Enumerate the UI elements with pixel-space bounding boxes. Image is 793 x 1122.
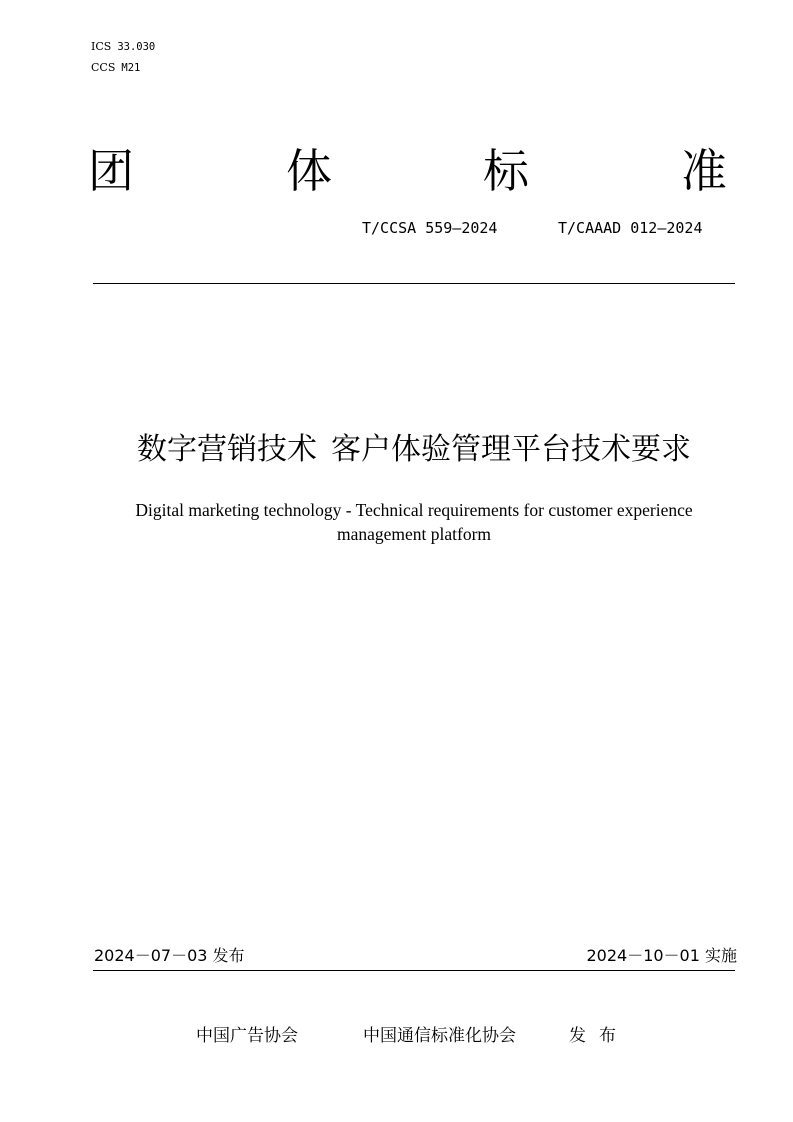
standard-type-char: 团	[88, 144, 134, 198]
document-title-cn	[0, 430, 793, 470]
standard-type-char: 准	[681, 144, 727, 198]
issue-action: 发布	[569, 1026, 629, 1046]
ics-classification	[91, 40, 155, 54]
ccs-classification	[91, 61, 140, 75]
ccs-code: M21	[121, 62, 141, 74]
issuer-ccsa: 中国通信标准化协会	[363, 1026, 516, 1046]
standard-number-caaad: T/CAAAD 012—2024	[558, 219, 703, 237]
document-title-en: Digital marketing technology - Technical requirements for customer experience management platform	[135, 500, 693, 544]
ccs-label: CCS	[91, 61, 116, 74]
ics-label: ICS	[91, 40, 112, 53]
effective-date: 2024－10－01 实施	[586, 946, 737, 965]
standard-type-char: 标	[483, 144, 529, 198]
standard-type-char: 体	[286, 144, 332, 198]
bottom-divider	[93, 970, 735, 971]
top-divider	[93, 283, 735, 284]
title-cn-part2: 客户体验管理平台技术要求	[331, 432, 691, 467]
issuer-china-advertising-association: 中国广告协会	[196, 1026, 298, 1046]
standard-number-ccsa: T/CCSA 559—2024	[362, 219, 498, 237]
publish-date: 2024－07－03 发布	[94, 946, 245, 965]
title-cn-part1: 数字营销技术	[137, 432, 317, 467]
ics-code: 33.030	[117, 41, 156, 53]
